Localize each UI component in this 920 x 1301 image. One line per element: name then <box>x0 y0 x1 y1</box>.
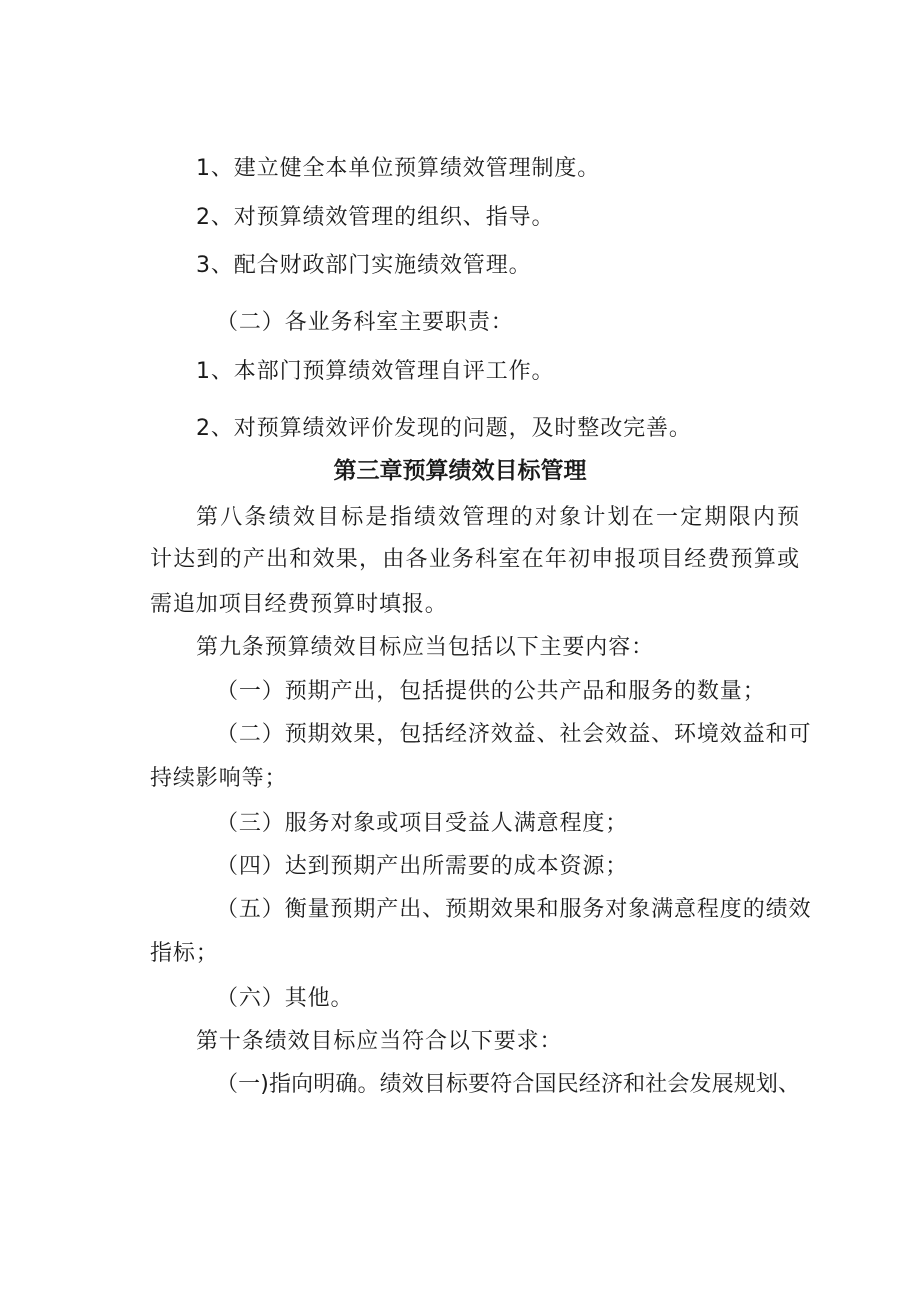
duty-item-1: 1、建立健全本单位预算绩效管理制度。 <box>196 156 601 181</box>
article-8-line-3: 需追加项目经费预算时填报。 <box>150 592 448 617</box>
article-9-item-2-line-1: （二）预期效果，包括经济效益、社会效益、环境效益和可 <box>216 722 812 747</box>
article-9-item-6: （六）其他。 <box>216 986 354 1011</box>
article-9-item-2-line-2: 持续影响等； <box>150 766 288 791</box>
dept-duty-item-1: 1、本部门预算绩效管理自评工作。 <box>196 359 555 384</box>
duty-item-3: 3、配合财政部门实施绩效管理。 <box>196 253 532 278</box>
article-9-item-3: （三）服务对象或项目受益人满意程度； <box>216 811 629 836</box>
article-8-line-2: 计达到的产出和效果，由各业务科室在年初申报项目经费预算或 <box>150 547 800 572</box>
article-9-item-1: （一）预期产出，包括提供的公共产品和服务的数量； <box>216 679 766 704</box>
article-8-line-1: 第八条绩效目标是指绩效管理的对象计划在一定期限内预 <box>196 505 800 530</box>
article-9-item-5-line-1: （五）衡量预期产出、预期效果和服务对象满意程度的绩效 <box>216 897 812 922</box>
article-10-item-1: （一)指向明确。绩效目标要符合国民经济和社会发展规划、 <box>216 1072 800 1097</box>
article-10-intro: 第十条绩效目标应当符合以下要求： <box>196 1029 563 1054</box>
article-9-item-4: （四）达到预期产出所需要的成本资源； <box>216 854 629 879</box>
section-heading-dept-duties: （二）各业务科室主要职责： <box>216 310 514 335</box>
article-9-item-5-line-2: 指标； <box>150 941 219 966</box>
duty-item-2: 2、对预算绩效管理的组织、指导。 <box>196 205 555 230</box>
dept-duty-item-2: 2、对预算绩效评价发现的问题，及时整改完善。 <box>196 416 692 441</box>
article-9-intro: 第九条预算绩效目标应当包括以下主要内容： <box>196 635 655 660</box>
chapter-title: 第三章预算绩效目标管理 <box>333 458 587 484</box>
